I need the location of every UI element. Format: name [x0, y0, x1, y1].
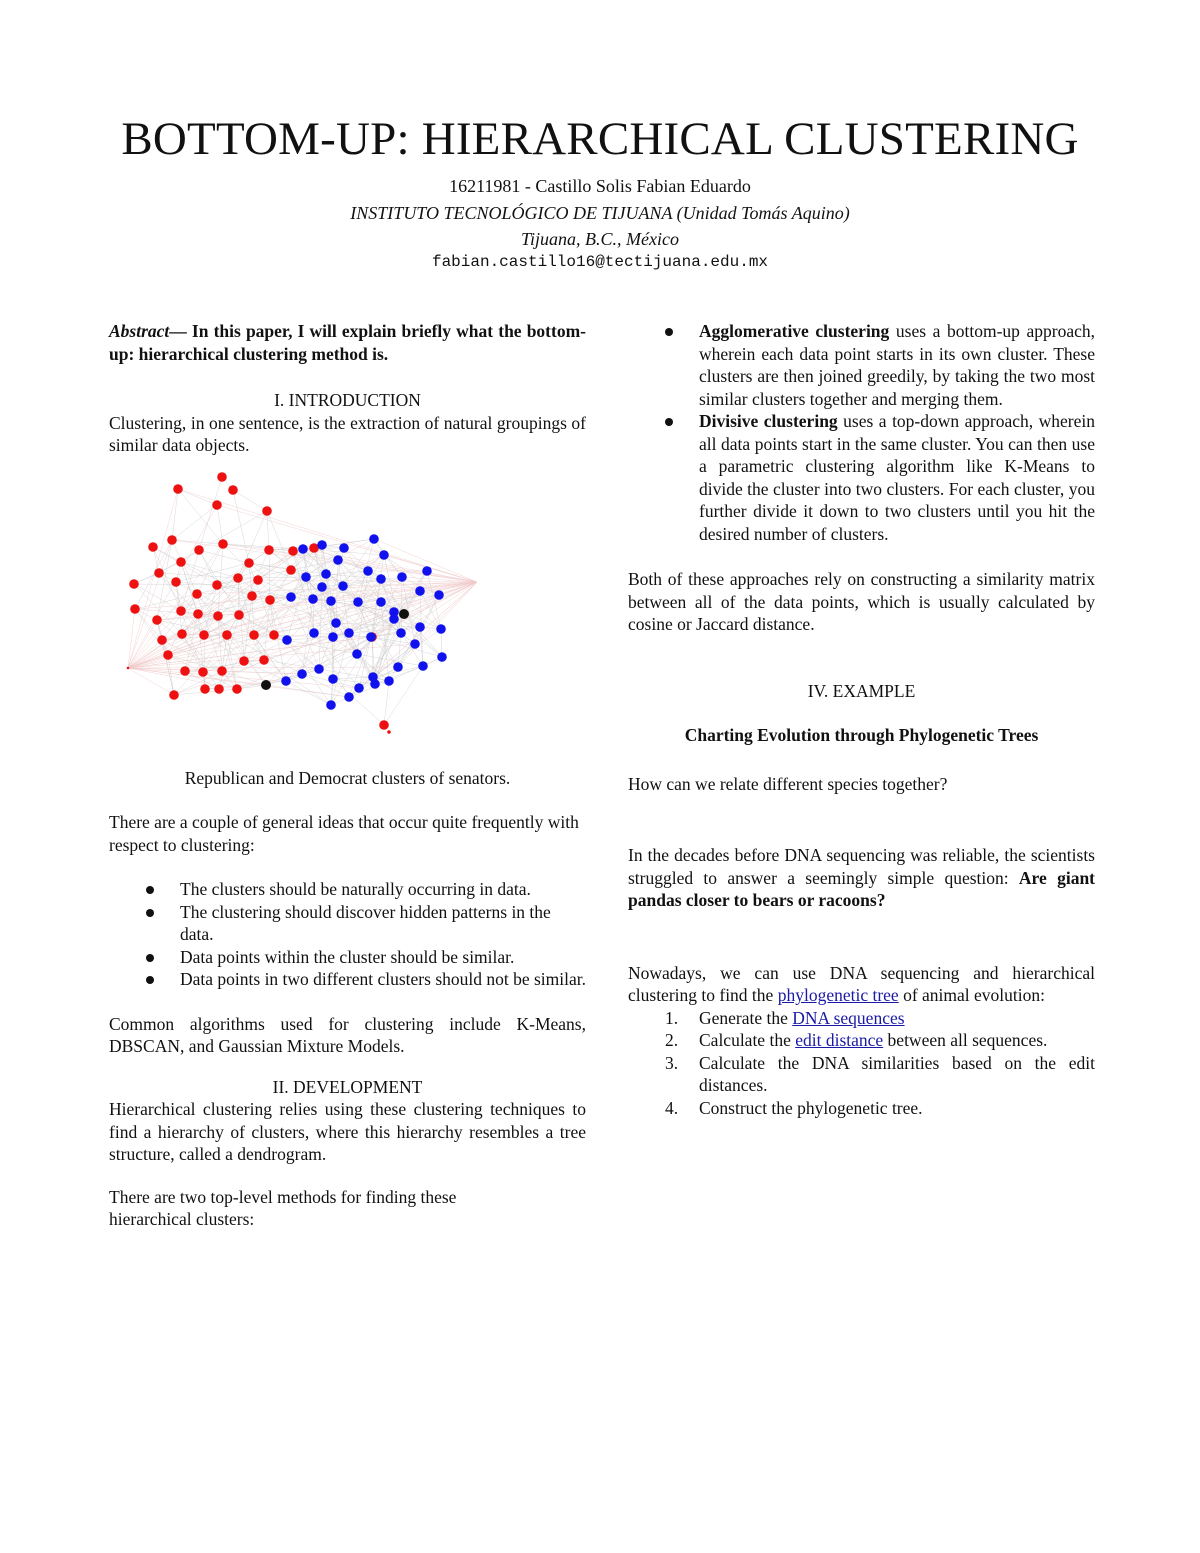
republican-node [173, 484, 183, 494]
democrat-node [368, 672, 378, 682]
abstract-text: In this paper, I will explain briefly what the bottom-up: hierarchical clustering method is. [109, 321, 586, 364]
paper-title: BOTTOM-UP: HIERARCHICAL CLUSTERING [121, 113, 1079, 165]
democrat-node [314, 664, 324, 674]
democrat-node [434, 590, 444, 600]
bullet-icon [146, 886, 154, 894]
republican-node [264, 545, 274, 555]
democrat-node [286, 592, 296, 602]
right-column [628, 320, 1095, 1119]
democrat-node [384, 676, 394, 686]
democrat-node [301, 572, 311, 582]
left-column [109, 320, 586, 1231]
methods-list [628, 320, 1095, 545]
outlier-node [127, 666, 130, 669]
edit-distance-link[interactable]: edit distance [795, 1030, 884, 1050]
list-item: 4. Construct the phylogenetic tree. [665, 1097, 923, 1118]
democrat-node [317, 582, 327, 592]
democrat-node [437, 652, 447, 662]
democrat-node [354, 683, 364, 693]
bullet-icon [146, 954, 154, 962]
democrat-node [317, 540, 327, 550]
democrat-node [418, 661, 428, 671]
panda-question: Are giant pandas closer to bears or racoons? [628, 867, 1095, 910]
republican-node [232, 684, 242, 694]
list-item: The clusters should be naturally occurring in data. [109, 878, 586, 901]
republican-node [253, 575, 263, 585]
dna-sequences-link[interactable]: DNA sequences [792, 1007, 905, 1028]
republican-node [130, 604, 140, 614]
democrat-node [352, 649, 362, 659]
republican-node [154, 568, 164, 578]
republican-node [214, 684, 224, 694]
democrat-node [344, 692, 354, 702]
intro-paragraph-2: There are a couple of general ideas that occur quite frequently with respect to clustering: [109, 812, 579, 855]
republican-node [262, 506, 272, 516]
steps-list [628, 1007, 1095, 1120]
bullet-icon [665, 328, 673, 336]
abstract-dash: — [169, 321, 187, 341]
democrat-node [415, 622, 425, 632]
republican-node [194, 545, 204, 555]
list-item: Data points within the cluster should be similar. [109, 946, 586, 969]
list-item: The clustering should discover hidden patterns in the data. [109, 901, 586, 946]
republican-node [169, 690, 179, 700]
republican-node [157, 635, 167, 645]
democrat-node [309, 628, 319, 638]
list-item: Divisive clustering uses a top-down approach, wherein all data points start in the same cluster. You can then use a parametric clustering algorithm like K-Means to divide the cluster into two clusters. For each cluster, you further divide it down to two clusters until you hit the desired number of clusters. [628, 410, 1095, 545]
republican-node [259, 655, 269, 665]
democrat-node [331, 618, 341, 628]
republican-node [269, 630, 279, 640]
affiliation: INSTITUTO TECNOLÓGICO DE TIJUANA (Unidad Tomás Aquino) [350, 203, 850, 223]
republican-node [288, 546, 298, 556]
democrat-node [339, 543, 349, 553]
democrat-node [353, 597, 363, 607]
republican-node [163, 650, 173, 660]
republican-node [212, 580, 222, 590]
democrat-node [393, 662, 403, 672]
section-heading-introduction: I. INTRODUCTION [274, 390, 421, 410]
democrat-node [281, 676, 291, 686]
republican-node [249, 630, 259, 640]
ideas-list [109, 878, 586, 991]
democrat-node [328, 632, 338, 642]
swing-node [399, 609, 409, 619]
author-line: 16211981 - Castillo Solis Fabian Eduardo [449, 176, 751, 196]
republican-node [218, 539, 228, 549]
republican-node [217, 472, 227, 482]
republican-node [228, 485, 238, 495]
list-item: 2. Calculate the edit distance between all sequences. [665, 1030, 1048, 1050]
example-paragraph-2: Nowadays, we can use DNA sequencing and hierarchical clustering to find the phylogenetic tree of animal evolution: [628, 962, 1095, 1005]
democrat-node [410, 639, 420, 649]
democrat-node [422, 566, 432, 576]
republican-node [129, 579, 139, 589]
senate-cluster-network-figure [119, 469, 569, 759]
republican-node [198, 667, 208, 677]
democrat-node [397, 572, 407, 582]
list-item: 3. Calculate the DNA similarities based on the edit distances. [665, 1052, 1095, 1095]
democrat-node [366, 632, 376, 642]
republican-node [176, 606, 186, 616]
democrat-node [326, 596, 336, 606]
republican-node [167, 535, 177, 545]
republican-node [222, 630, 232, 640]
democrat-node [363, 566, 373, 576]
democrat-node [396, 628, 406, 638]
section-heading-example: IV. EXAMPLE [807, 680, 916, 701]
democrat-node [333, 555, 343, 565]
republican-node [233, 573, 243, 583]
list-item: Agglomerative clustering uses a bottom-up approach, wherein each data point starts in its own cluster. These clusters are then joined greedily, by taking the two most similar clusters together and merging them. [628, 320, 1095, 410]
list-item: Data points in two different clusters should not be similar. [109, 968, 586, 991]
republican-node [234, 610, 244, 620]
republican-node [239, 656, 249, 666]
democrat-node [436, 624, 446, 634]
phylogenetic-tree-link[interactable]: phylogenetic tree [777, 985, 899, 1005]
intro-paragraph-3: Common algorithms used for clustering include K-Means, DBSCAN, and Gaussian Mixture Models. [109, 1013, 586, 1056]
republican-node [212, 500, 222, 510]
graph-edges [128, 477, 477, 725]
abstract-label: Abstract [109, 321, 170, 341]
republican-node [217, 666, 227, 676]
example-paragraph-1: In the decades before DNA sequencing was reliable, the scientists struggled to answer a seemingly simple question: Are giant pandas closer to bears or racoons? [628, 845, 1095, 910]
republican-node [193, 609, 203, 619]
democrat-node [344, 628, 354, 638]
figure-caption: Republican and Democrat clusters of senators. [184, 767, 511, 788]
outlier-node [387, 730, 391, 734]
republican-node [171, 577, 181, 587]
swing-node [261, 680, 271, 690]
republican-node [152, 615, 162, 625]
republican-node [265, 595, 275, 605]
bullet-icon [146, 909, 154, 917]
republican-node [213, 611, 223, 621]
democrat-node [297, 669, 307, 679]
abstract [109, 320, 586, 365]
democrat-node [338, 581, 348, 591]
democrat-node [415, 586, 425, 596]
republican-node [379, 720, 389, 730]
bullet-icon [146, 976, 154, 984]
republican-node [199, 630, 209, 640]
republican-node [148, 542, 158, 552]
democrat-node [376, 597, 386, 607]
example-question: How can we relate different species together? [628, 773, 948, 794]
democrat-node [326, 700, 336, 710]
development-paragraph-1: Hierarchical clustering relies using these clustering techniques to find a hierarchy of clusters, where this hierarchy resembles a tree structure, called a dendrogram. [109, 1099, 586, 1164]
democrat-node [328, 674, 338, 684]
democrat-node [369, 534, 379, 544]
republican-node [180, 666, 190, 676]
democrat-node [379, 550, 389, 560]
bullet-icon [665, 418, 673, 426]
republican-node [177, 629, 187, 639]
democrat-node [321, 569, 331, 579]
intro-paragraph-1: Clustering, in one sentence, is the extraction of natural groupings of similar data objects. [109, 412, 586, 455]
list-item: 1. Generate the DNA sequences [665, 1007, 905, 1028]
similarity-paragraph: Both of these approaches rely on constructing a similarity matrix between all of the data points, which is usually calculated by cosine or Jaccard distance. [628, 569, 1095, 634]
republican-node [192, 589, 202, 599]
democrat-node [298, 544, 308, 554]
republican-node [244, 558, 254, 568]
democrat-node [308, 594, 318, 604]
republican-node [247, 591, 257, 601]
republican-node [200, 684, 210, 694]
example-subtitle: Charting Evolution through Phylogenetic Trees [684, 725, 1039, 745]
democrat-node [282, 635, 292, 645]
development-paragraph-2: There are two top-level methods for finding these hierarchical clusters: [109, 1186, 457, 1229]
location: Tijuana, B.C., México [521, 229, 679, 249]
republican-node [176, 557, 186, 567]
email: fabian.castillo16@tectijuana.edu.mx [431, 253, 769, 271]
section-heading-development: II. DEVELOPMENT [272, 1076, 423, 1097]
democrat-node [389, 614, 399, 624]
democrat-node [376, 574, 386, 584]
republican-node [286, 565, 296, 575]
